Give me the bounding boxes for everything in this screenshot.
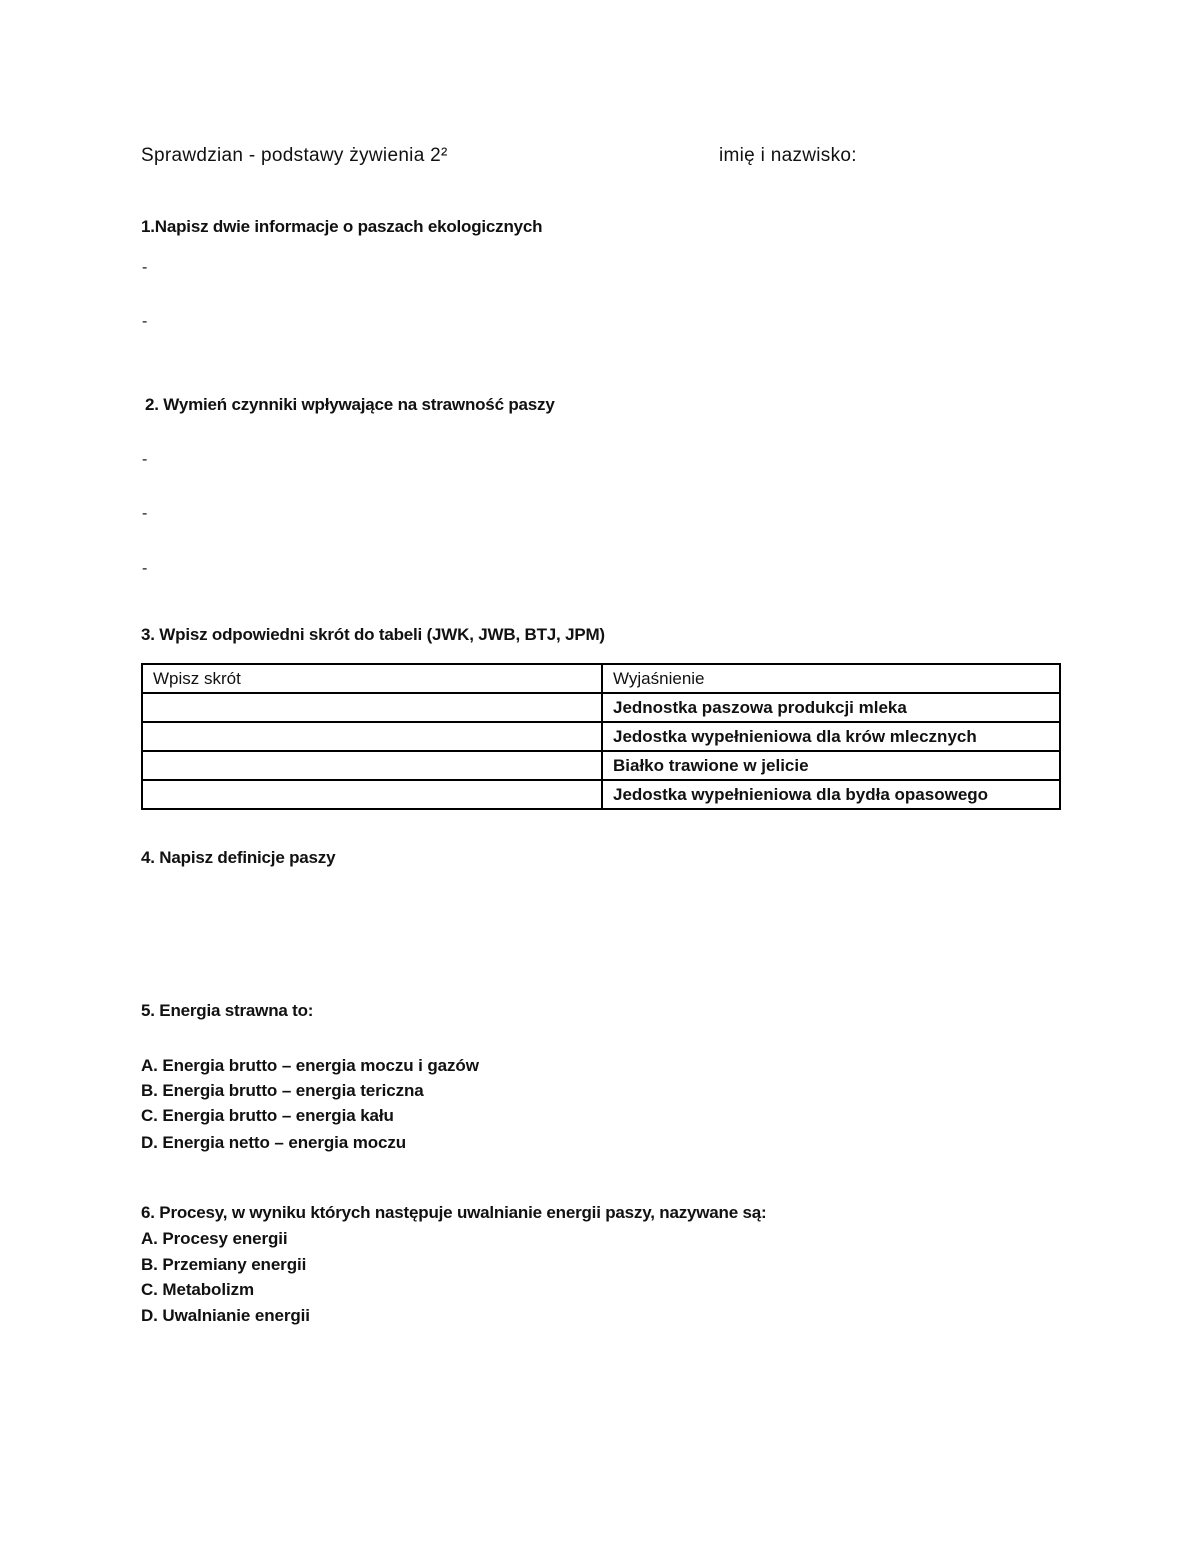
question-2: 2. Wymień czynniki wpływające na strawność paszy xyxy=(145,395,555,414)
table-header-explanation: Wyjaśnienie xyxy=(602,664,1060,693)
answer-option: A. Energia brutto – energia moczu i gazów xyxy=(141,1056,479,1075)
table-row xyxy=(142,693,1060,722)
answer-option: D. Uwalnianie energii xyxy=(141,1306,310,1325)
explanation-cell: Jedostka wypełnieniowa dla bydła opasowego xyxy=(602,780,1060,809)
question-4: 4. Napisz definicje paszy xyxy=(141,848,336,867)
answer-option: A. Procesy energii xyxy=(141,1229,288,1248)
table-row xyxy=(142,722,1060,751)
answer-dash: - xyxy=(142,313,148,330)
abbreviation-answer-cell[interactable] xyxy=(142,780,602,809)
explanation-cell: Białko trawione w jelicie xyxy=(602,751,1060,780)
question-5: 5. Energia strawna to: xyxy=(141,1001,314,1020)
answer-option: B. Przemiany energii xyxy=(141,1255,307,1274)
answer-option: C. Energia brutto – energia kału xyxy=(141,1106,394,1125)
explanation-cell: Jednostka paszowa produkcji mleka xyxy=(602,693,1060,722)
question-6: 6. Procesy, w wyniku których następuje uwalnianie energii paszy, nazywane są: xyxy=(141,1203,767,1222)
abbreviation-answer-cell[interactable] xyxy=(142,751,602,780)
table-header-abbreviation: Wpisz skrót xyxy=(142,664,602,693)
table-row xyxy=(142,780,1060,809)
abbreviation-answer-cell[interactable] xyxy=(142,722,602,751)
answer-dash: - xyxy=(142,451,148,468)
answer-option: B. Energia brutto – energia tericzna xyxy=(141,1081,424,1100)
answer-option: D. Energia netto – energia moczu xyxy=(141,1133,407,1152)
test-title: Sprawdzian - podstawy żywienia 2² xyxy=(141,145,448,166)
answer-option: C. Metabolizm xyxy=(141,1280,254,1299)
explanation-cell: Jedostka wypełnieniowa dla krów mlecznych xyxy=(602,722,1060,751)
question-3: 3. Wpisz odpowiedni skrót do tabeli (JWK, JWB, BTJ, JPM) xyxy=(141,625,605,644)
table-header-row xyxy=(142,664,1060,693)
abbreviation-answer-cell[interactable] xyxy=(142,693,602,722)
abbreviation-table xyxy=(141,663,1061,810)
name-label: imię i nazwisko: xyxy=(719,145,857,166)
table-row xyxy=(142,751,1060,780)
answer-dash: - xyxy=(142,505,148,522)
answer-dash: - xyxy=(142,259,148,276)
question-1: 1.Napisz dwie informacje o paszach ekologicznych xyxy=(141,217,543,236)
answer-dash: - xyxy=(142,560,148,577)
